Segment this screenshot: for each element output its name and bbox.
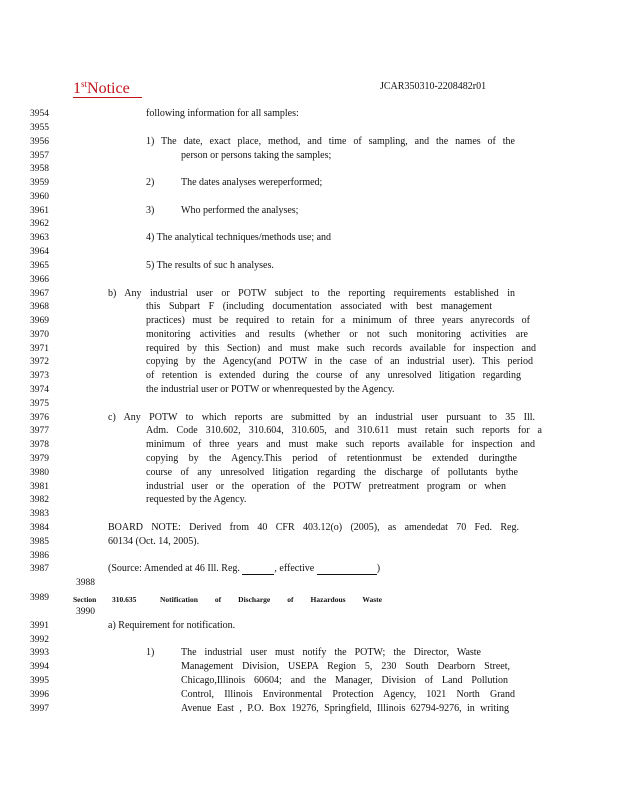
item-number: 1) — [146, 647, 155, 658]
text-line: BOARD NOTE: Derived from 40 CFR 403.12(o) (2005), as amendedat 70 Fed. Reg. — [108, 522, 519, 533]
item-number: 3) — [146, 205, 155, 216]
text-line: person or persons taking the samples; — [181, 150, 332, 161]
source-text: (Source: Amended at 46 Ill. Reg. — [108, 563, 240, 574]
line-number: 3979 — [30, 454, 49, 464]
line-number: 3984 — [30, 523, 49, 533]
line-number: 3989 — [30, 593, 49, 603]
line-number: 3961 — [30, 206, 49, 216]
text-line: requested by the Agency. — [146, 494, 247, 505]
section-title: Notification of Discharge of Hazardous Waste — [160, 595, 382, 604]
source-note — [108, 563, 380, 575]
line-number: 3965 — [30, 261, 49, 271]
line-number: 3987 — [30, 564, 49, 574]
line-number: 3975 — [30, 399, 49, 409]
line-number: 3957 — [30, 151, 49, 161]
text-line: course of any unresolved litigation regarding the discharge of pollutants bythe — [146, 467, 518, 478]
line-number: 3963 — [30, 233, 49, 243]
source-close: ) — [376, 563, 381, 574]
line-number: 3994 — [30, 662, 49, 672]
notice-heading — [73, 76, 142, 98]
line-number: 3991 — [30, 621, 49, 631]
line-number: 3990 — [76, 607, 95, 617]
line-number: 3996 — [30, 690, 49, 700]
text-line: 1) The date, exact place, method, and time of sampling, and the names of the — [146, 136, 515, 147]
text-line: Chicago,Illinois 60604; and the Manager, Division of Land Pollution — [181, 675, 508, 686]
text-line: c) Any POTW to which reports are submitted by an industrial user pursuant to 35 Ill. — [108, 412, 535, 423]
line-number: 3981 — [30, 482, 49, 492]
line-number: 3962 — [30, 219, 49, 229]
text-line: minimum of three years and must make such reports available for inspection and — [146, 439, 535, 450]
line-number: 3992 — [30, 635, 49, 645]
line-number: 3958 — [30, 164, 49, 174]
blank-line — [242, 564, 274, 575]
line-number: 3967 — [30, 289, 49, 299]
line-number: 3955 — [30, 123, 49, 133]
text-line: 5) The results of suc h analyses. — [146, 260, 274, 271]
line-number: 3997 — [30, 704, 49, 714]
text-line: practices) must be required to retain for a minimum of three years anyrecords of — [146, 315, 530, 326]
text-line: Management Division, USEPA Region 5, 230 South Dearborn Street, — [181, 661, 510, 672]
text-line: industrial user or the operation of the POTW pretreatment program or when — [146, 481, 506, 492]
document-code: JCAR350310-2208482r01 — [380, 81, 487, 92]
line-number: 3985 — [30, 537, 49, 547]
line-number: 3978 — [30, 440, 49, 450]
text-line: Control, Illinois Environmental Protection Agency, 1021 North Grand — [181, 689, 515, 700]
line-number: 3971 — [30, 344, 49, 354]
text-line: b) Any industrial user or POTW subject to the reporting requirements established in — [108, 288, 515, 299]
line-number: 3966 — [30, 275, 49, 285]
text-line: copying by the Agency(and POTW in the case of an industrial user). This period — [146, 356, 533, 367]
text-line: required by this Section) and must make such records available for inspection and — [146, 343, 536, 354]
line-number: 3969 — [30, 316, 49, 326]
blank-line — [317, 564, 377, 575]
text-line: the industrial user or POTW or whenrequested by the Agency. — [146, 384, 395, 395]
line-number: 3982 — [30, 495, 49, 505]
line-number: 3980 — [30, 468, 49, 478]
text-line: copying by the Agency.This period of retentionmust be extended duringthe — [146, 453, 517, 464]
section-number: 310.635 — [112, 595, 137, 604]
line-number: 3972 — [30, 357, 49, 367]
line-number: 3956 — [30, 137, 49, 147]
notice-number: 1 — [73, 80, 81, 97]
text-line: The industrial user must notify the POTW; the Director, Waste — [181, 647, 481, 658]
line-number: 3983 — [30, 509, 49, 519]
section-label: Section — [73, 595, 97, 604]
text-line: Who performed the analyses; — [181, 205, 299, 216]
text-line: of retention is extended during the course of any unresolved litigation regarding — [146, 370, 521, 381]
line-number: 3973 — [30, 371, 49, 381]
text-line: monitoring activities and results (whether or not such monitoring activities are — [146, 329, 528, 340]
text-line: 4) The analytical techniques/methods use; and — [146, 232, 332, 243]
line-number: 3960 — [30, 192, 49, 202]
text-line: this Subpart F (including documentation associated with best management — [146, 301, 492, 312]
line-number: 3954 — [30, 109, 49, 119]
text-line: a) Requirement for notification. — [108, 620, 236, 631]
item-number: 2) — [146, 177, 155, 188]
line-number: 3993 — [30, 648, 49, 658]
text-line: The dates analyses wereperformed; — [181, 177, 323, 188]
source-effective: , effective — [274, 563, 315, 574]
line-number: 3986 — [30, 551, 49, 561]
line-number: 3959 — [30, 178, 49, 188]
text-line: Adm. Code 310.602, 310.604, 310.605, and 310.611 must retain such reports for a — [146, 425, 542, 436]
line-number: 3977 — [30, 426, 49, 436]
text-line: following information for all samples: — [146, 108, 299, 119]
line-number: 3988 — [76, 578, 95, 588]
text-line: 60134 (Oct. 14, 2005). — [108, 536, 200, 547]
text-line: Avenue East , P.O. Box 19276, Springfield, Illinois 62794-9276, in writing — [181, 703, 509, 714]
line-number: 3968 — [30, 302, 49, 312]
line-number: 3976 — [30, 413, 49, 423]
line-number: 3995 — [30, 676, 49, 686]
notice-word: Notice — [87, 80, 130, 97]
line-number: 3964 — [30, 247, 49, 257]
line-number: 3974 — [30, 385, 49, 395]
line-number: 3970 — [30, 330, 49, 340]
notice-superscript: st — [81, 79, 88, 89]
